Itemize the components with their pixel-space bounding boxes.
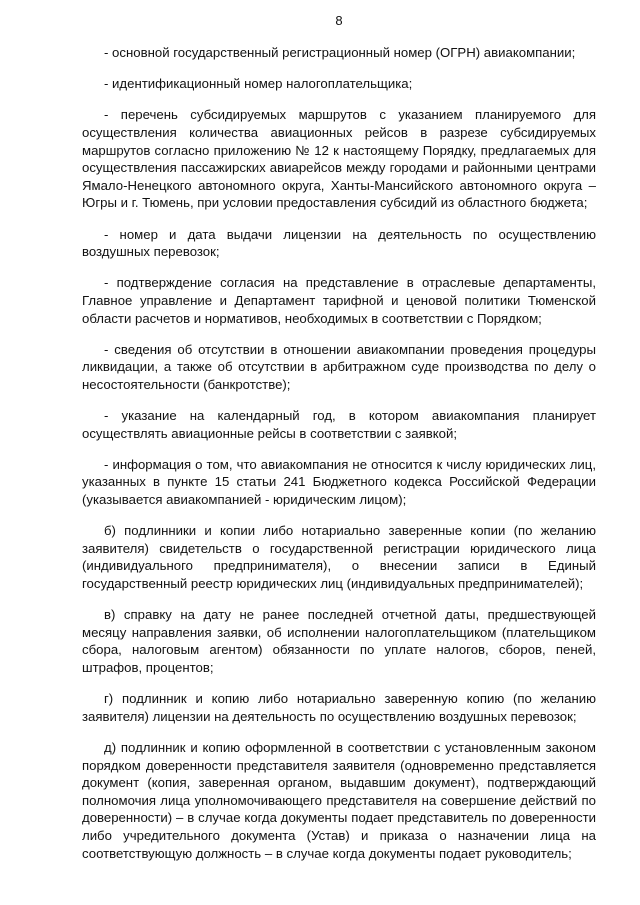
paragraph-v-tax-certificate: в) справку на дату не ранее последней отчетной даты, предшествующей месяцу направления заявки, об исполнении налогоплательщиком (плательщиком сбора, налоговым агентом) обязанности по уплате налогов, сборов, пеней, штрафов, процентов;	[82, 607, 596, 675]
paragraph-budget-code: - информация о том, что авиакомпания не относится к числу юридических лиц, указанных в пункте 15 статьи 241 Бюджетного кодекса Российской Федерации (указывается авиакомпанией - юридическим лицом);	[82, 456, 596, 508]
document-body	[82, 44, 596, 862]
paragraph-consent: - подтверждение согласия на представление в отраслевые департаменты, Главное управление и Департамент тарифной и ценовой политики Тюменской области расчетов и нормативов, необходимых в соответствии с Порядком;	[82, 275, 596, 326]
page-number: 8	[335, 13, 343, 28]
paragraph-d-power-of-attorney: д) подлинник и копию оформленной в соответствии с установленным законом порядком доверенности представителя заявителя (одновременно представляется документ (копия, заверенная органом, выдавшим документ), подтверждающий полномочия лица уполномочивающего представителя на совершение действий по доверенности) – в случае когда документы подает представитель по доверенности либо учредительного документа (Устав) и приказа о назначении лица на соответствующую должность – в случае когда документы подает руководитель;	[82, 739, 596, 861]
paragraph-license-number: - номер и дата выдачи лицензии на деятельность по осуществлению воздушных перевозок;	[82, 226, 596, 260]
paragraph-no-liquidation: - сведения об отсутствии в отношении авиакомпании проведения процедуры ликвидации, а также об отсутствии в арбитражном суде производства по делу о несостоятельности (банкротстве);	[82, 341, 596, 392]
paragraph-g-license-copy: г) подлинник и копию либо нотариально заверенную копию (по желанию заявителя) лицензии на деятельность по осуществлению воздушных перевозок;	[82, 691, 596, 724]
paragraph-inn: - идентификационный номер налогоплательщика;	[104, 76, 413, 92]
paragraph-b-registration: б) подлинники и копии либо нотариально заверенные копии (по желанию заявителя) свидетельств о государственной регистрации юридического лица (индивидуального предпринимателя), о внесении записи в Единый государственный реестр юридических лиц (индивидуальных предпринимателей);	[82, 523, 596, 591]
paragraph-calendar-year: - указание на календарный год, в котором авиакомпания планирует осуществлять авиационные рейсы в соответствии с заявкой;	[82, 408, 596, 441]
paragraph-ogrn: - основной государственный регистрационный номер (ОГРН) авиакомпании;	[104, 45, 576, 60]
paragraph-routes-list: - перечень субсидируемых маршрутов с указанием планируемого для осуществления количества авиационных рейсов в разрезе субсидируемых маршрутов согласно приложению № 12 к настоящему Порядку, предлагаемых для осуществления пассажирских авиарейсов между городами и районными центрами Ямало-Ненецкого автономного округа, Ханты-Мансийского автономного округа – Югры и г. Тюмень, при условии предоставления субсидий из областного бюджета;	[82, 107, 596, 211]
